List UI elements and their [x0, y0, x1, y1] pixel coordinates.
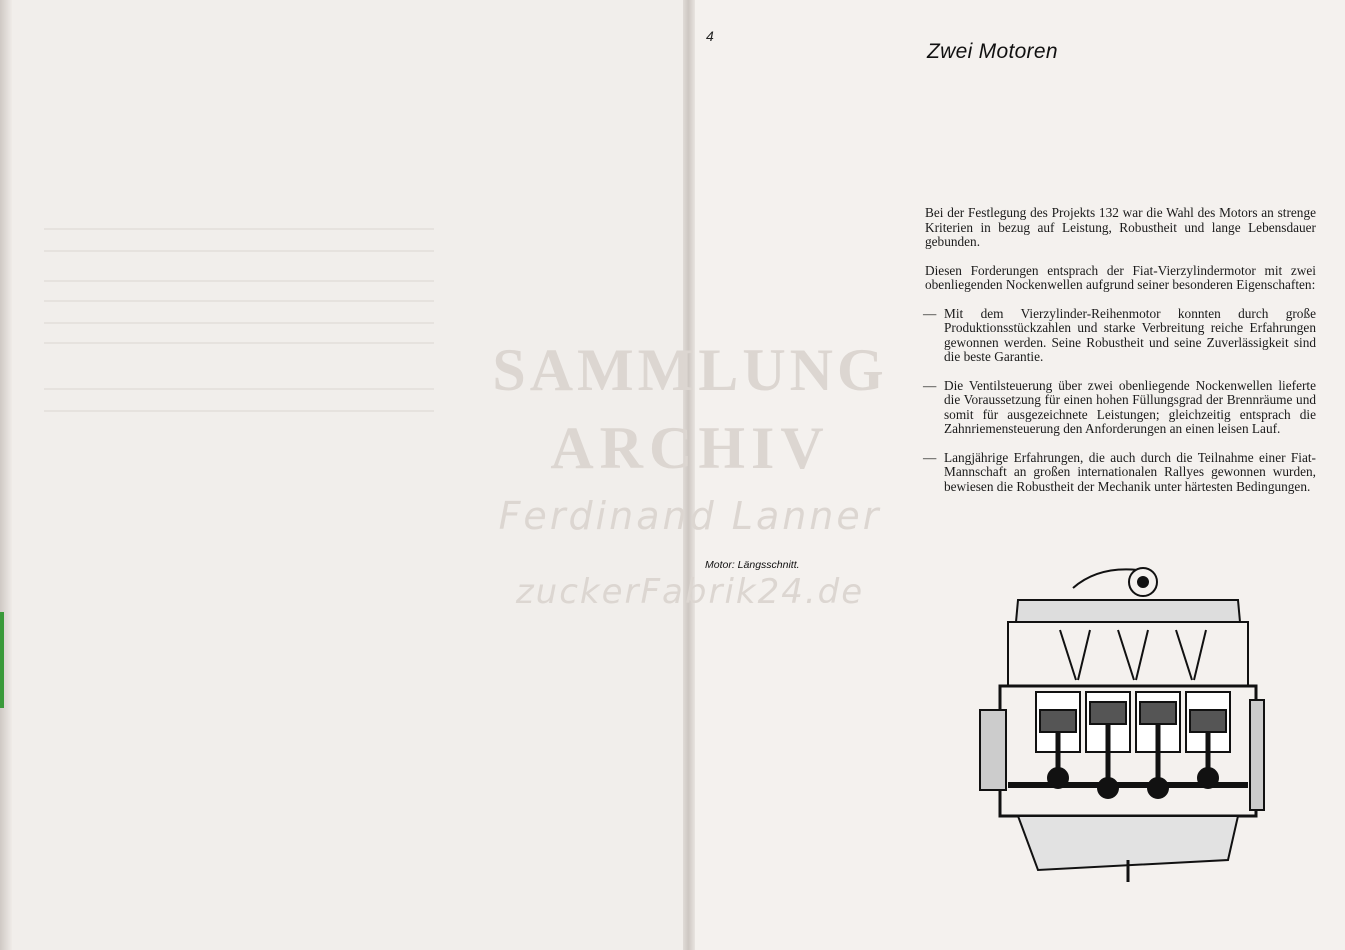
feature-list [925, 307, 1316, 495]
intro-paragraph: Diesen Forderungen entsprach der Fiat-Vierzylindermotor mit zwei obenliegenden Nockenwellen aufgrund seiner besonderen Eigenschaften: [925, 262, 1316, 292]
feature-text: Langjährige Erfahrungen, die auch durch die Teilnahme einer Fiat-Mannschaft an großen internationalen Rallyes gewonnen wurden, bewiesen die Robustheit der Mechanik unter härtesten Bedingungen. [944, 449, 1316, 494]
show-through-line [44, 410, 434, 412]
left-page-edge [0, 0, 12, 950]
feature-list-item [925, 451, 1316, 495]
feature-list-item [925, 379, 1316, 437]
watermark-line: zuckerFabrik24.de [515, 572, 865, 612]
feature-text: Mit dem Vierzylinder-Reihenmotor konnten durch große Produktionsstückzahlen und starke Verbreitung reiche Erfahrungen gewonnen werden. Seine Robustheit und seine Zuverlässigkeit sind die beste Garantie. [944, 305, 1316, 364]
left-page [8, 0, 684, 950]
watermark-line: Ferdinand Lanner [498, 494, 882, 538]
watermark-line: ARCHIV [550, 415, 830, 481]
engine-cutaway-illustration [978, 560, 1278, 890]
show-through-line [44, 388, 434, 390]
feature-text: Die Ventilsteuerung über zwei obenliegende Nockenwellen lieferte die Voraussetzung für einen hohen Füllungsgrad der Brennräume und somit für ausgezeichnete Leistungen; gleichzeitig entsprach die Zahnriemensteuerung den Anforderungen an einen leisen Lauf. [944, 377, 1316, 436]
show-through-line [44, 228, 434, 230]
article-body [925, 206, 1316, 508]
page-title: Zwei Motoren [927, 40, 1058, 63]
intro-paragraph: Bei der Festlegung des Projekts 132 war die Wahl des Motors an strenge Kriterien in bezug auf Leistung, Robustheit und lange Lebensdauer gebunden. [925, 205, 1316, 249]
watermark-line: SAMMLUNG [492, 337, 888, 403]
dash-bullet: — [923, 305, 937, 321]
show-through-line [44, 300, 434, 302]
figure-caption: Motor: Längsschnitt. [705, 559, 800, 571]
show-through-line [44, 280, 434, 282]
page-number: 4 [706, 28, 714, 44]
dash-bullet: — [923, 449, 937, 465]
green-page-tab [0, 612, 4, 708]
dash-bullet: — [923, 377, 937, 393]
book-gutter [683, 0, 695, 950]
feature-list-item [925, 307, 1316, 365]
show-through-line [44, 250, 434, 252]
show-through-line [44, 342, 434, 344]
show-through-line [44, 322, 434, 324]
